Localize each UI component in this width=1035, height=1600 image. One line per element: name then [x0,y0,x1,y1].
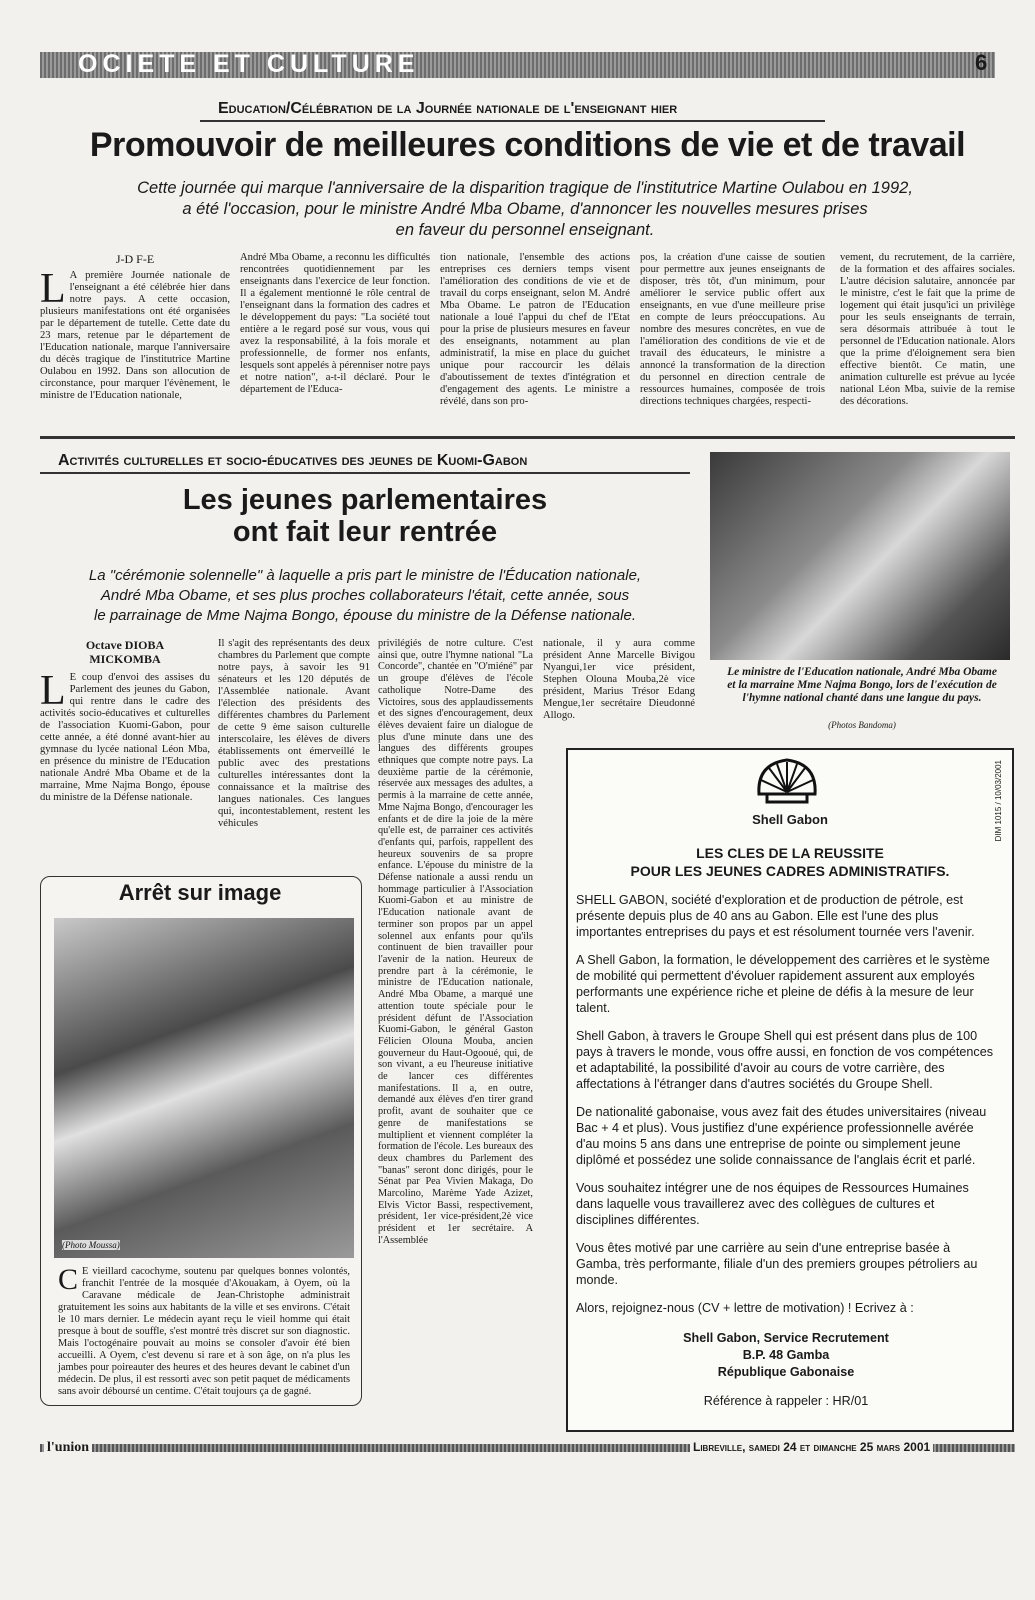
ad-body: SHELL GABON, société d'exploration et de production de pétrole, est présente depuis plus de 40 ans au Gabon. Elle est l'une des plus importantes entreprises du pays et est résolument tournée vers l'avenir. A Shell Gabon, la formation, le développement des carrières et le système de mobilité qui permettent d'évoluer rapidement assurent aux employés performants une expérience riche et pleine de défis à la mesure de leur talent. Shell Gabon, à travers le Groupe Shell qui est présent dans plus de 100 pays à travers le monde, vous offre aussi, en fonction de vos compétences et adaptabilité, la possibilité d'avoir au cours de votre carrière, des affectations à l'étranger dans d'autres sociétés du Groupe Shell. De nationalité gabonaise, vous avez fait des études universitaires (niveau Bac + 4 et plus). Vous justifiez d'une expérience professionnelle avérée d'au moins 5 ans dans une entreprise de pointe ou simplement jeune diplômé et possédez une solide connaissance de l'anglais écrit et parlé. Vous souhaitez intégrer une de nos équipes de Ressources Humaines dans laquelle vous travaillerez avec des collègues de cultures et disciplines différentes. Vous êtes motivé par une carrière au sein d'une entreprise basée à Gamba, très performante, filiale d'un des premiers groupes pétroliers au monde. Alors, rejoignez-nous (CV + lettre de motivation) ! Ecrivez à : Shell Gabon, Service Recrutement B.P. 48 Gamba République Gabonaise Référence à rappeler : HR/01 [576,892,996,1409]
dropcap: C [58,1263,79,1296]
article2-byline: Octave DIOBA MICKOMBA [85,638,165,666]
article2-column-1: L E coup d'envoi des assises du Parlement des jeunes du Gabon, qui rentre dans le cadre des activités socio-éducatives et culturelles de l'association Kuomi-Gabon, pour cette année, a été donné avant-hier au gymnase du lycée national Léon Mba, en présence du ministre de l'Education nationale André Mba Obame et de la marraine, Mme Najma Bongo, épouse du ministre de la Défense nationale. [40,668,210,803]
footer-dateline: Libreville, samedi 24 et dimanche 25 mars 2001 [690,1440,933,1454]
kicker-rule [200,120,825,122]
article2-headline: Les jeunes parlementaires ont fait leur rentrée [182,484,548,548]
photo-caption: Le ministre de l'Education nationale, André Mba Obame et la marraine Mme Najma Bongo, lors de l'exécution de l'hymne national chanté dans une langue du pays. [727,666,997,704]
arret-sur-image-title: Arrêt sur image [118,880,282,905]
article2-kicker: Activités culturelles et socio-éducatives des jeunes de Kuomi-Gabon [58,452,528,469]
section-divider [40,436,1015,439]
dropcap: L [40,668,66,714]
article2-column-4: nationale, il y aura comme président Anne Marcelle Bivigou Nyangui,1er vice président, Stephen Olouna Mouba,2è vice président, Marius Trésor Edang Mengue,1er secrétaire Dieudonné Allogo. [543,638,695,721]
shell-brand: Shell Gabon [752,812,828,827]
article1-kicker: Education/Célébration de la Journée nationale de l'enseignant hier [218,100,678,117]
dropcap: L [40,266,66,312]
photo-credit: (Photos Bandoma) [828,720,896,730]
elderly-man-photo [54,918,354,1258]
ceremony-photo [710,452,1010,660]
article2-column-2: Il s'agit des représentants des deux chambres du Parlement que compte notre pays, à savoir les 91 sénateurs et les 120 députés de l'Assemblée nationale. Avant l'élection des présidents des différentes chambres du Parlement de cette 9 ème saison culturelle interscolaire, les élèves de divers établissements ont émerveillé le public avec des prestations culturelles intéressantes dont la connaissance et la maîtrise des langues nationales. Ces langues qui, incontestablement, restent les véhicules [218,638,370,829]
article1-column-4: pos, la création d'une caisse de soutien pour permettre aux jeunes enseignants de disposer, très tôt, d'un minimum, pour améliorer le service public offert aux enseignants, en vue d'une meilleure prise en compte de leurs préoccupations. Au nombre des mesures concrètes, en vue de l'amélioration des conditions de vie et de travail des éducateurs, le ministre a annoncé la transformation de la direction du personnel en direction centrale de ressources humaines, composée de trois directions techniques chargées, respecti- [640,252,825,407]
article1-column-5: vement, du recrutement, de la carrière, de la formation et des affaires sociales. L'autre décision salutaire, annoncée par le ministre, c'est le fait que la prime de logement qui était jusqu'ici un privilège pour les seuls enseignants de terrain, sera désormais attribuée à tout le personnel de l'Education nationale. Alors que la prime d'éloignement sera bien effective bientôt. Ce matin, une animation culturelle est prévue au lycée national Léon Mba, suivie de la remise des décorations. [840,252,1015,407]
article2-column-3: privilégiés de notre culture. C'est ainsi que, outre l'hymne national "La Concorde", chantée en "O'miéné" par un groupe d'élèves de l'école catholique Notre-Dame des Victoires, sous des applaudissements et des signes d'encouragement, deux élèves devaient faire un dialogue de plus d'une minute dans une des langues des différents groupes ethniques que compte notre pays. La deuxième partie de la cérémonie, réservée aux messages des adultes, a permis à la marraine de cette année, Mme Najma Bongo, d'encourager les enfants et de dire la joie de la mère qu'elle est, de parrainer ces activités d'enfants qui, parfois, rappellent des heureux souvenirs de sa propre enfance. L'épouse du ministre de la Défense nationale a aussi rendu un hommage particulier à l'Association Kuomi-Gabon et au ministre de l'Education nationale avant de terminer son propos par un appel solennel aux enfants pour qu'ils continuent de bien travailler pour l'avenir de la nation. Heureux de prendre part à la cérémonie, le ministre de l'Education nationale, André Mba Obame, a marqué une attention toute spéciale pour le président défunt de l'Association Kuomi-Gabon, le général Gaston Félicien Olouna Mouba, ancien gouverneur du Haut-Ogooué, qui, de son vivant, a eu l'heureuse initiative de lancer ces différentes manifestations. Il a, en outre, demandé aux élèves d'en tirer grand profit, avant de souhaiter que ce genre de manifestations se multiplient et viennent compléter la formation de l'école. Les bureaux des deux chambres du Parlement des "banas" seront donc dirigés, pour le Sénat par Pea Vivien Makaga, Do Marcolino, Marème Yade Azizet, Elvis Victor Bassi, respectivement, président, 1er vice-président,2è vice président et 1er secrétaire. A l'Assemblée [378,638,533,1246]
ad-headline: LES CLES DE LA REUSSITE POUR LES JEUNES CADRES ADMINISTRATIFS. [630,845,950,879]
feature-photo-credit: (Photo Moussa) [62,1240,120,1250]
kicker-rule [40,472,690,474]
article1-headline: Promouvoir de meilleures conditions de vie et de travail [89,126,966,164]
page-number: 6 [975,50,988,75]
ad-code: DIM 1015 / 10/03/2001 [994,760,1003,842]
section-title: OCIETE ET CULTURE [78,50,420,78]
article2-dek: La "cérémonie solennelle" à laquelle a pris part le ministre de l'Éducation nationale, André Mba Obame, et ses plus proches collaborateurs l'était, cette année, sous le parrainage de Mme Najma Bongo, épouse du ministre de la Défense nationale. [88,567,642,624]
arret-sur-image-text: C E vieillard cacochyme, soutenu par quelques bonnes volontés, franchit l'entrée de la mosquée d'Akouakam, à Oyem, où la Caravane médicale de Jean-Christophe administrait gratuitement les soins aux habitants de la ville et ses environs. C'était le 10 mars dernier. Le médecin ayant reçu le vieil homme qui était presque à bout de souffle, s'est montré très discret sur son diagnostic. Mais l'octogénaire pouvait au moins se consoler d'avoir été bien accueilli. A Oyem, c'est devenu si rare et à son âge, on n'a plus les jambes pour poireauter des heures et des heures devant le cabinet d'un médecin. De plus, il est ressorti avec son petit paquet de médicaments sans avoir déboursé un centime. C'était toujours ça de gagné. [58,1263,350,1397]
shell-logo-icon [755,756,819,804]
article1-column-2: André Mba Obame, a reconnu les difficultés rencontrées quotidiennement par les enseignants dans l'exercice de leur fonction. Il a également mentionné le rôle central de l'enseignant dans la formation des cadres et le développement du pays: "La société tout entière a le regard posé sur vous, vous qui avez la responsabilité, à la fois morale et professionnelle, de former nos enfants, lesquels sont appelés à pérenniser notre pays et notre nation", a-t-il déclaré. Pour le département de l'Educa- [240,252,430,395]
ad-reference: Référence à rappeler : HR/01 [703,1394,869,1408]
article1-byline: J-D F-E [115,252,155,266]
article1-dek: Cette journée qui marque l'anniversaire de la disparition tragique de l'institutrice Martine Oulabou en 1992, a été l'occasion, pour le ministre André Mba Obame, d'annoncer les nouvelles mesures prises en faveur du personnel enseignant. [137,179,913,239]
article1-column-1: L A première Journée nationale de l'enseignant a été célébrée hier dans notre pays. A cette occasion, plusieurs manifestations ont été organisées par le département de tutelle. Cette date du 23 mars, retenue par le département de l'Education nationale, marque l'anniversaire du décès tragique de l'institutrice Martine Oulabou en 1992. Dans son allocution de circonstance, pour marquer l'évènement, le ministre de l'Education nationale, [40,266,230,401]
footer-masthead: l'union [44,1440,92,1456]
ad-address: Shell Gabon, Service Recrutement B.P. 48 Gamba République Gabonaise [683,1331,889,1379]
article1-column-3: tion nationale, l'ensemble des actions entreprises ces derniers temps visent l'amélioration des conditions de vie et de travail du corps enseignant, selon M. André Mba Obame. Le patron de l'Education nationale a loué l'appui du chef de l'Etat pour la prise de plusieurs mesures en faveur des enseignants, notamment au plan administratif, la mise en place du guichet unique pour raccourcir les délais d'aboutissement de textes d'intégration et d'engagement des agents. Le ministre a révélé, dans son pro- [440,252,630,407]
